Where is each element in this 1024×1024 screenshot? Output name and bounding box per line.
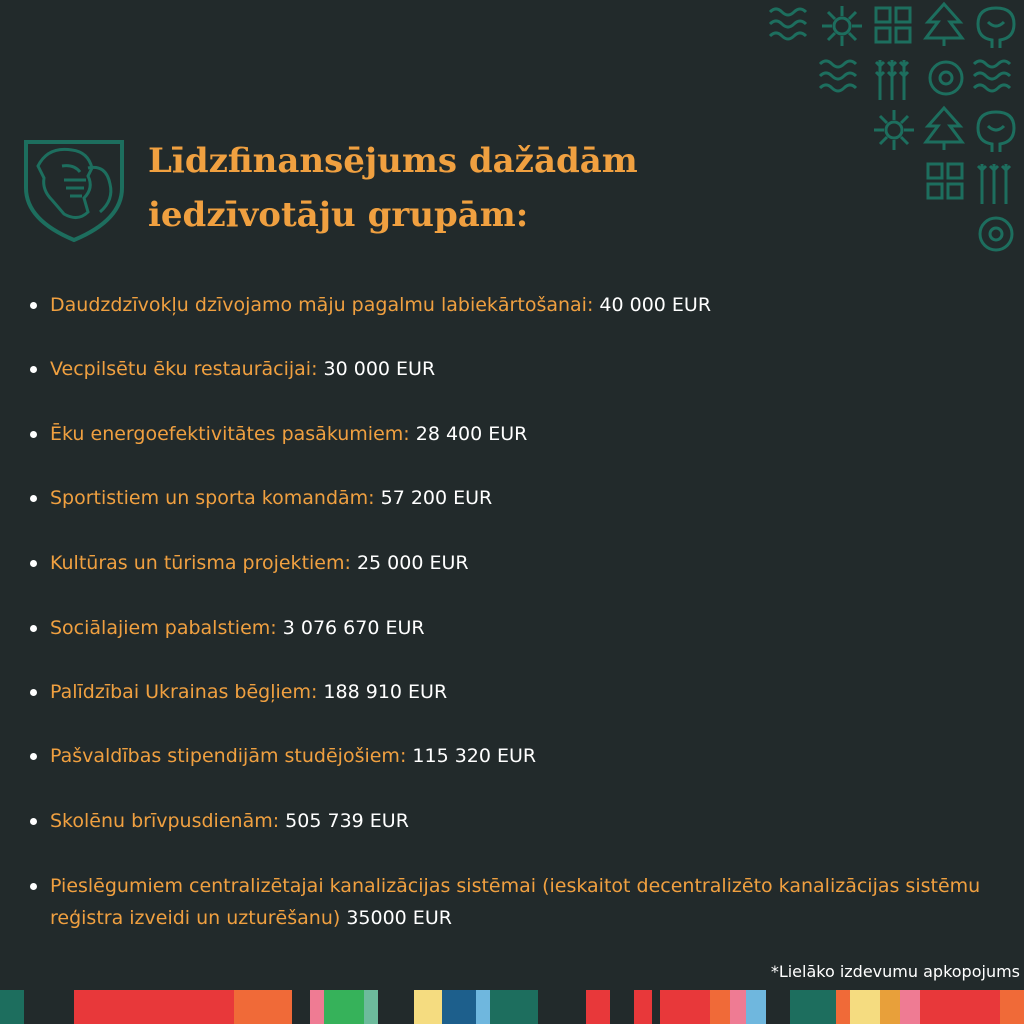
folk-ornament-pattern-icon	[766, 0, 1024, 262]
item-value: 188 910 EUR	[323, 681, 448, 703]
item-label: Sociālajiem pabalstiem:	[50, 617, 277, 639]
bullet-icon	[30, 302, 37, 309]
funding-item	[28, 289, 1008, 321]
item-value: 35000 EUR	[346, 907, 452, 929]
bullet-icon	[30, 753, 37, 760]
funding-item	[28, 547, 1008, 579]
item-label: Ēku energoefektivitātes pasākumiem:	[50, 423, 410, 445]
item-value: 28 400 EUR	[415, 423, 528, 445]
item-label: Daudzdzīvokļu dzīvojamo māju pagalmu labiekārtošanai:	[50, 294, 594, 316]
funding-item	[28, 612, 1008, 644]
item-label: Vecpilsētu ēku restaurācijai:	[50, 358, 318, 380]
item-value: 40 000 EUR	[599, 294, 712, 316]
bullet-icon	[30, 883, 37, 890]
footnote: *Lielāko izdevumu apkopojums	[770, 962, 1020, 981]
bullet-icon	[30, 560, 37, 567]
item-value: 57 200 EUR	[380, 487, 493, 509]
item-value: 3 076 670 EUR	[282, 617, 425, 639]
item-value: 505 739 EUR	[285, 810, 409, 832]
funding-item	[28, 805, 1008, 837]
bullet-icon	[30, 689, 37, 696]
item-value: 30 000 EUR	[323, 358, 436, 380]
item-value: 115 320 EUR	[412, 745, 537, 767]
bullet-icon	[30, 495, 37, 502]
bullet-icon	[30, 431, 37, 438]
page-title: Līdzfinansējums dažādām iedzīvotāju grupām:	[148, 141, 638, 235]
item-label: Palīdzībai Ukrainas bēgļiem:	[50, 681, 318, 703]
funding-item	[28, 353, 1008, 385]
funding-item	[28, 482, 1008, 514]
color-stripe	[0, 990, 1024, 1024]
item-label: Kultūras un tūrisma projektiem:	[50, 552, 351, 574]
item-label: Pašvaldības stipendijām studējošiem:	[50, 745, 407, 767]
bullet-icon	[30, 625, 37, 632]
item-label: Sportistiem un sporta komandām:	[50, 487, 375, 509]
item-value: 25 000 EUR	[356, 552, 469, 574]
bullet-icon	[30, 366, 37, 373]
funding-item	[28, 676, 1008, 708]
funding-item	[28, 418, 1008, 450]
funding-item	[28, 870, 1008, 934]
item-label: Pieslēgumiem centralizētajai kanalizācijas sistēmai (ieskaitot decentralizēto kanalizācijas sistēmu reģistra izveidi un uzturēšanu)	[50, 875, 981, 929]
bullet-icon	[30, 818, 37, 825]
knight-helmet-shield-icon	[22, 136, 126, 244]
funding-item	[28, 740, 1008, 772]
item-label: Skolēnu brīvpusdienām:	[50, 810, 280, 832]
